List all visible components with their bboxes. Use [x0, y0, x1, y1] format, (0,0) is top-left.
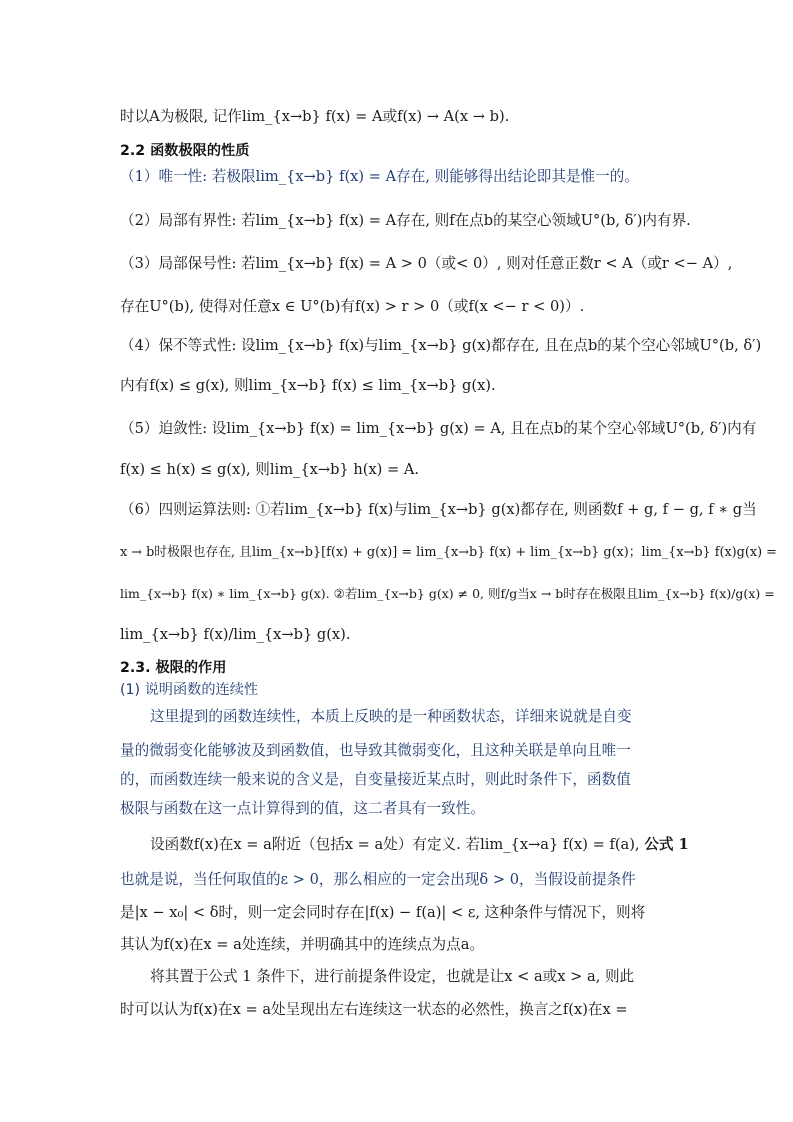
paragraph-line: 量的微弱变化能够波及到函数值，也导致其微弱变化，且这种关联是单向且唯一 [120, 742, 631, 759]
paragraph-line: 是|x − x₀| < δ时，则一定会同时存在|f(x) − f(a)| < ε, 这种条件与情况下，则将 [120, 904, 646, 921]
section-heading-2-2: 2.2 函数极限的性质 [120, 143, 250, 159]
paragraph-line: 将其置于公式 1 条件下，进行前提条件设定，也就是让x < a或x > a, 则此 [150, 968, 635, 985]
text-line: x → b时极限也存在, 且lim_{x→b}[f(x) + g(x)] = lim_{x→b} f(x) + lim_{x→b} g(x)；lim_{x→b} f(x)g(x) = [120, 545, 777, 560]
paragraph-line [150, 835, 689, 855]
paragraph-line: 的，而函数连续一般来说的含义是，自变量接近某点时，则此时条件下，函数值 [120, 771, 631, 788]
paragraph-line: 极限与函数在这一点计算得到的值，这二者具有一致性。 [120, 800, 485, 817]
text-line: 内有f(x) ≤ g(x), 则lim_{x→b} f(x) ≤ lim_{x→b} g(x). [120, 377, 496, 394]
text-line: 时以A为极限, 记作lim_{x→b} f(x) = A或f(x) → A(x → b). [120, 108, 510, 125]
subsection-heading: (1) 说明函数的连续性 [120, 682, 259, 698]
section-heading-2-3: 2.3. 极限的作用 [120, 660, 227, 676]
paragraph-line: 也就是说，当任何取值的ε > 0，那么相应的一定会出现δ > 0，当假设前提条件 [120, 871, 636, 888]
text-line: lim_{x→b} f(x) ∗ lim_{x→b} g(x). ②若lim_{x→b} g(x) ≠ 0, 则f/g当x → b时存在极限且lim_{x→b} f(x)/g(x) = [120, 586, 775, 601]
text-line: f(x) ≤ h(x) ≤ g(x), 则lim_{x→b} h(x) = A. [120, 461, 420, 478]
continuity-definition: 设函数f(x)在x = a附近（包括x = a处）有定义. 若lim_{x→a} f(x) = f(a), [150, 836, 640, 853]
formula-label: 公式 1 [644, 836, 689, 853]
property-local-boundedness: （2）局部有界性: 若lim_{x→b} f(x) = A存在, 则f在点b的某空心领域U°(b, δ′)内有界. [120, 212, 691, 229]
text-line: lim_{x→b} f(x)/lim_{x→b} g(x). [120, 626, 351, 643]
paragraph-line: 这里提到的函数连续性，本质上反映的是一种函数状态，详细来说就是自变 [150, 708, 632, 725]
property-squeeze: （5）迫敛性: 设lim_{x→b} f(x) = lim_{x→b} g(x) = A, 且在点b的某个空心邻域U°(b, δ′)内有 [120, 420, 757, 437]
property-uniqueness: （1）唯一性: 若极限lim_{x→b} f(x) = A存在, 则能够得出结论即其是惟一的。 [120, 168, 639, 185]
text-line: 存在U°(b), 使得对任意x ∈ U°(b)有f(x) > r > 0（或f(x <− r < 0)）. [120, 298, 585, 315]
property-inequality: （4）保不等式性: 设lim_{x→b} f(x)与lim_{x→b} g(x)都存在, 且在点b的某个空心邻域U°(b, δ′) [120, 337, 762, 354]
property-sign-preserving: （3）局部保号性: 若lim_{x→b} f(x) = A > 0（或< 0）, 则对任意正数r < A（或r <− A）, [120, 255, 733, 272]
paragraph-line: 其认为f(x)在x = a处连续，并明确其中的连续点为点a。 [120, 936, 485, 953]
property-arithmetic: （6）四则运算法则: ①若lim_{x→b} f(x)与lim_{x→b} g(x)都存在, 则函数f + g, f − g, f ∗ g当 [120, 501, 757, 518]
paragraph-line: 时可以认为f(x)在x = a处呈现出左右连续这一状态的必然性，换言之f(x)在x = [120, 1001, 628, 1018]
